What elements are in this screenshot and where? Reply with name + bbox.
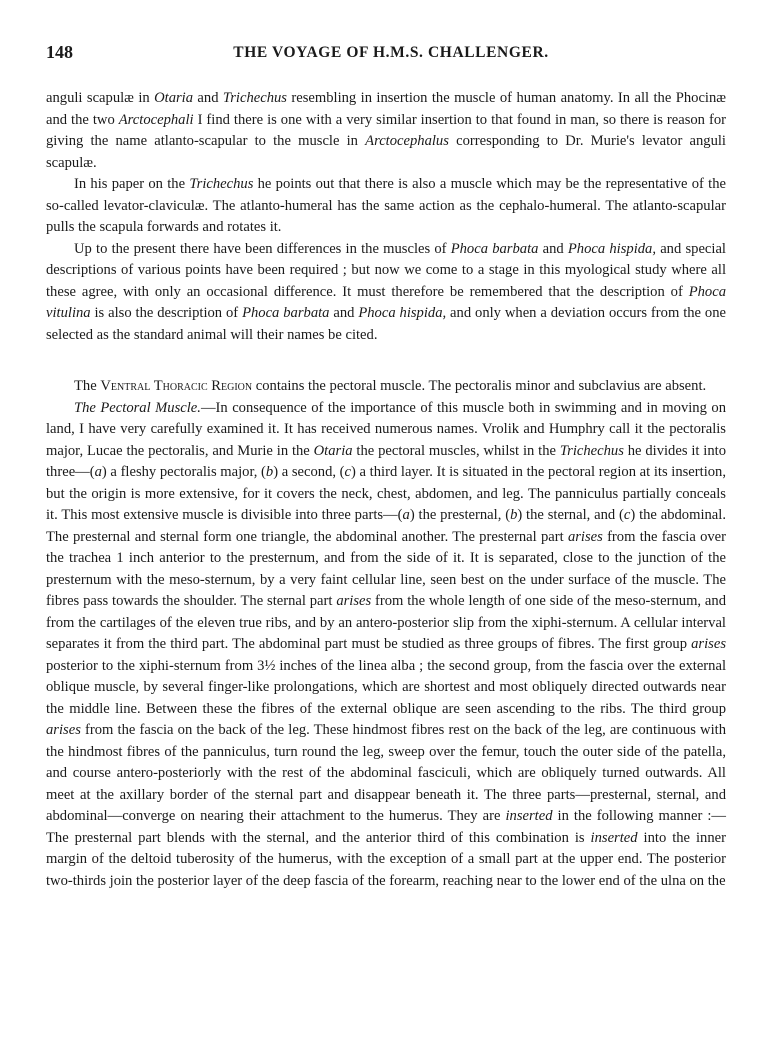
page-header — [46, 42, 736, 66]
running-head: THE VOYAGE OF H.M.S. CHALLENGER. — [233, 44, 549, 61]
subsection-heading: The Pectoral Muscle. — [74, 399, 201, 416]
paragraph-ventral-thoracic-region: The Ventral Thoracic Region contains the pectoral muscle. The pectoralis minor and subclavius are absent. — [74, 378, 707, 394]
body-text — [46, 88, 726, 892]
paragraph-1: anguli scapulæ in Otaria and Trichechus resembling in insertion the muscle of human anatomy. In all the Phocinæ and the two Arctocephali I find there is one with a very similar insertion to that found in man, so there is reason for giving the name atlanto-scapular to the muscle in Arctocephalus corresponding to Dr. Murie's levator anguli scapulæ. — [46, 90, 727, 171]
paragraph-2: In his paper on the Trichechus he points out that there is also a muscle which may be the representative of the so-called levator-claviculæ. The atlanto-humeral has the same action as the cephalo-humeral. The atlanto-scapular pulls the scapula forwards and rotates it. — [46, 176, 726, 235]
section-heading: Ventral Thoracic Region — [100, 378, 253, 394]
page-number: 148 — [46, 42, 73, 62]
paragraph-pectoral-muscle: The Pectoral Muscle.—In consequence of the importance of this muscle both in swimming and in moving on land, I have very carefully examined it. It has received numerous names. Vrolik and Humphry call it the pectoralis major, Lucae the pectoralis, and Murie in the Otaria the pectoral muscles, whilst in the Trichechus he divides it into three—(a) a fleshy pectoralis major, (b) a second, (c) a third layer. It is situated in the pectoral region at its insertion, but the origin is more extensive, for it covers the neck, chest, abdomen, and leg. The panniculus partially conceals it. This most extensive muscle is divisible into three parts—(a) the presternal, (b) the sternal, and (c) the abdominal. The presternal and sternal form one triangle, the abdominal another. The presternal part arises from the fascia over the trachea 1 inch anterior to the presternum, and from the side of it. It is separated, close to the junction of the presternum with the meso-sternum, by a very faint cellular line, seen best on the under surface of the muscle. The fibres pass towards the shoulder. The sternal part arises from the whole length of one side of the meso-sternum, and from the cartilages of the eleven true ribs, and by an antero-posterior slip from the xiphi-sternum. A cellular interval separates it from the third part. The abdominal part must be studied as three groups of fibres. The first group arises posterior to the xiphi-sternum from 3½ inches of the linea alba ; the second group, from the fascia over the external oblique muscle, by several finger-like prolongations, which are shortest and most obliquely directed outwards near the middle line. Between these the fibres of the external oblique are seen ascending to the ribs. The third group arises from the fascia on the back of the leg. These hindmost fibres rest on the back of the leg, are continuous with the hindmost fibres of the panniculus, turn round the leg, sweep over the femur, touch the outer side of the patella, and course antero-posteriorly with the rest of the abdominal fasciculi, which are obliquely turned outwards. All meet at the axillary border of the sternal part and disappear beneath it. The three parts—presternal, sternal, and abdominal—converge on nearing their attachment to the humerus. They are inserted in the following manner :—The presternal part blends with the sternal, and the anterior third of this combination is inserted into the inner margin of the deltoid tuberosity of the humerus, with the exception of a small part at the upper end. The posterior two-thirds join the posterior layer of the deep fascia of the forearm, reaching near to the lower end of the ulna on the — [46, 399, 727, 889]
paragraph-3: Up to the present there have been differences in the muscles of Phoca barbata and Phoca hispida, and special descriptions of various points have been required ; but now we come to a stage in this myological study where all these agree, with only an occasional difference. It must therefore be remembered that the description of Phoca vitulina is also the description of Phoca barbata and Phoca hispida, and only when a deviation occurs from the one selected as the standard animal will their names be cited. — [46, 240, 727, 343]
